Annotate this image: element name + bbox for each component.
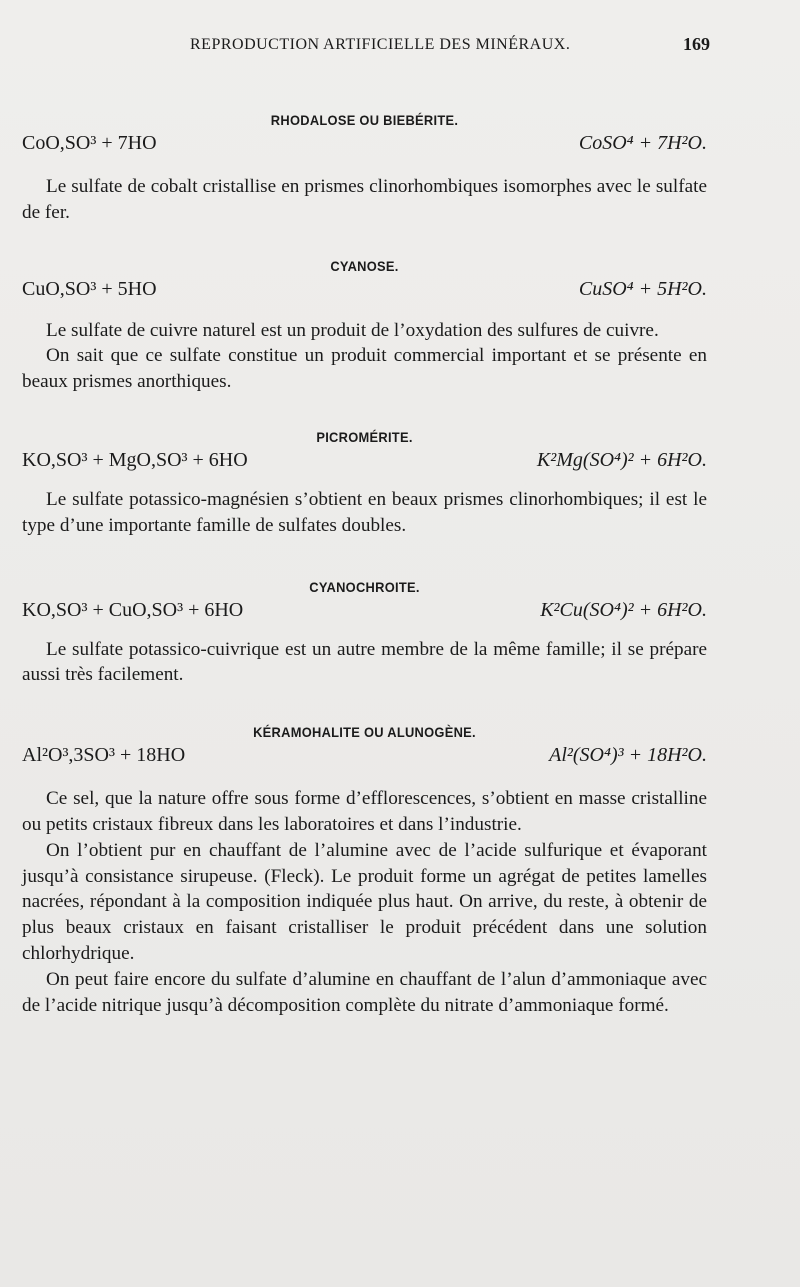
formula-row [22,447,707,473]
section-cyanose [22,256,707,395]
section-keramohalite [22,722,707,1018]
formula-old-notation: KO,SO³ + MgO,SO³ + 6HO [22,448,248,471]
section-rhodalose [22,110,707,226]
formula-atomic-notation: Al²(SO⁴)³ + 18H²O. [549,744,707,767]
section-title: CYANOCHROITE. [309,578,420,595]
paragraph: On l’obtient pur en chauffant de l’alumine avec de l’acide sulfurique et évaporant jusqu’à consistance sirupeuse. (Fleck). Le produit forme un agrégat de petites lamelles nacrées, répondant à la composition indiquée plus haut. On arrive, du reste, à obtenir de plus beaux cristaux en faisant cristalliser le produit précédent dans une solution chlorhydrique. [22,839,707,964]
page-header [150,36,710,60]
section-title: CYANOSE. [330,257,399,274]
section-picromerite [22,427,707,539]
formula-row [22,742,707,768]
paragraph: On sait que ce sulfate constitue un produit commercial important et se présente en beaux prismes anorthiques. [22,345,707,393]
formula-atomic-notation: K²Mg(SO⁴)² + 6H²O. [536,448,707,471]
paragraph: Le sulfate potassico-magnésien s’obtient en beaux prismes clinorhombiques; il est le type d’une importante famille de sulfates doubles. [22,488,707,536]
paragraph: Le sulfate de cobalt cristallise en prismes clinorhombiques isomorphes avec le sulfate de fer. [22,176,707,223]
section-title: RHODALOSE OU BIEBÉRITE. [270,112,459,128]
formula-atomic-notation: CuSO⁴ + 5H²O. [578,277,707,300]
paragraph: On peut faire encore du sulfate d’alumine en chauffant de l’alun d’ammoniaque avec de l’acide nitrique jusqu’à décomposition complète du nitrate d’ammoniaque formé. [22,968,707,1016]
formula-old-notation: KO,SO³ + CuO,SO³ + 6HO [22,598,244,621]
formula-row [22,130,707,156]
formula-row [22,276,707,302]
section-cyanochroite [22,577,707,689]
formula-atomic-notation: CoSO⁴ + 7H²O. [578,132,707,154]
paragraph: Le sulfate potassico-cuivrique est un autre membre de la même famille; il se prépare aussi très facilement. [22,638,707,686]
formula-old-notation: CuO,SO³ + 5HO [22,277,157,300]
formula-row [22,597,707,623]
page-number: 169 [683,34,710,54]
running-title: REPRODUCTION ARTIFICIELLE DES MINÉRAUX. [190,36,571,53]
formula-old-notation: CoO,SO³ + 7HO [22,132,157,154]
section-title: KÉRAMOHALITE OU ALUNOGÈNE. [253,724,476,741]
formula-atomic-notation: K²Cu(SO⁴)² + 6H²O. [540,598,707,621]
paragraph: Ce sel, que la nature offre sous forme d’efflorescences, s’obtient en masse cristalline ou petits cristaux fibreux dans les laboratoires et dans l’industrie. [22,788,707,835]
section-title: PICROMÉRITE. [316,428,413,445]
paragraph: Le sulfate de cuivre naturel est un produit de l’oxydation des sulfures de cuivre. [46,319,659,341]
page-body [22,110,707,1018]
formula-old-notation: Al²O³,3SO³ + 18HO [22,744,186,767]
